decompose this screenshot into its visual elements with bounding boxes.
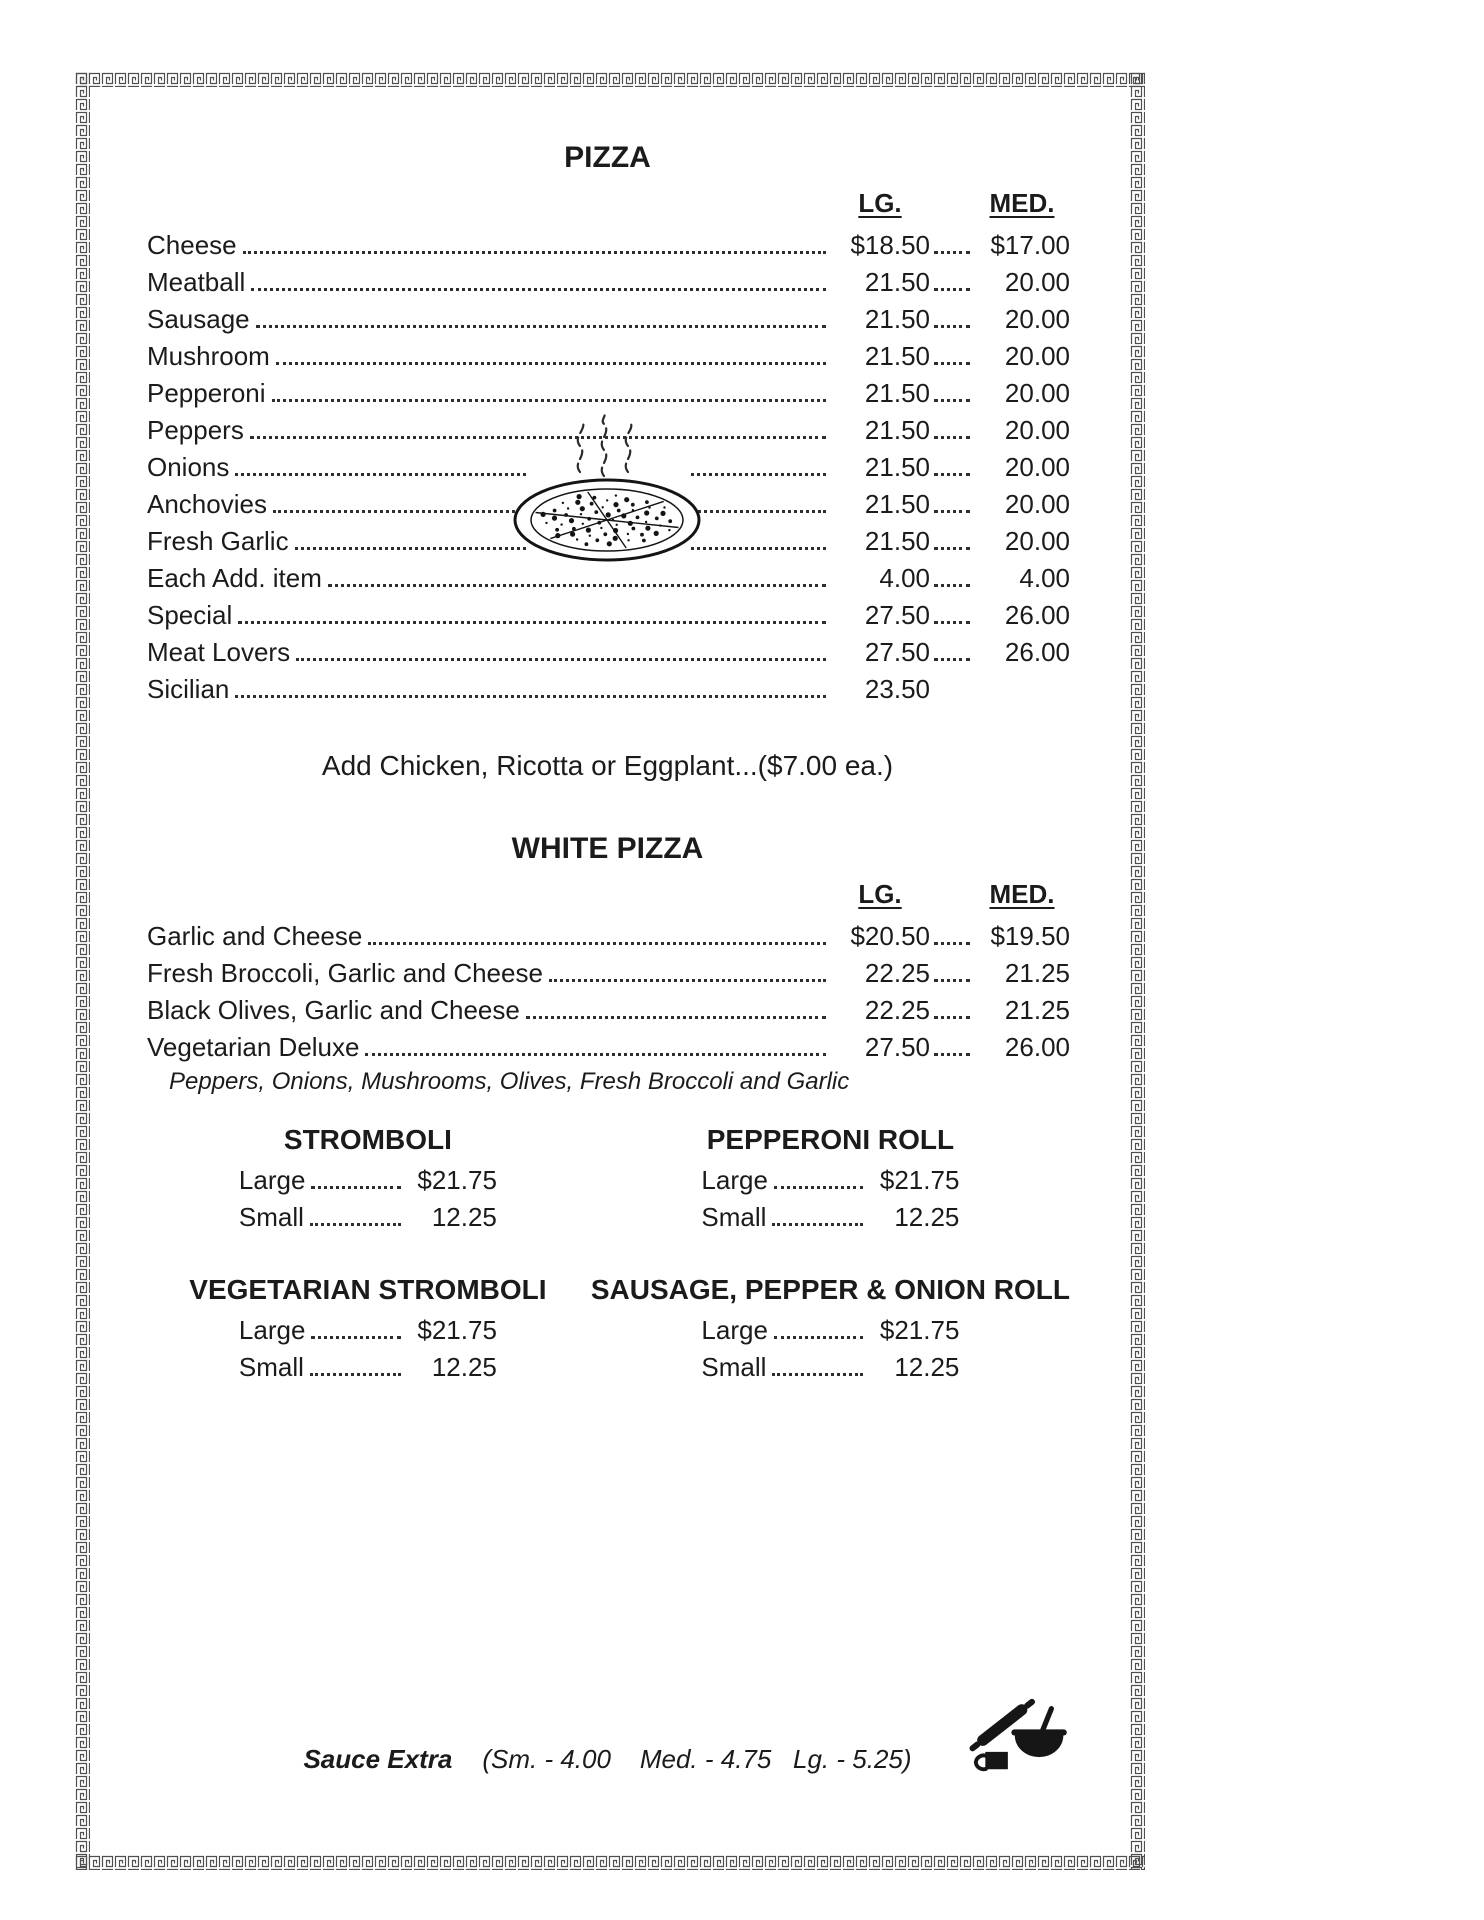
roll-size-list bbox=[239, 1311, 497, 1385]
price-large: 21.50 bbox=[864, 341, 930, 371]
dot-leader bbox=[934, 979, 970, 982]
dot-leader bbox=[934, 584, 970, 587]
dot-leader bbox=[549, 979, 826, 982]
roll-size-row-large bbox=[701, 1311, 959, 1348]
dot-leader bbox=[235, 695, 826, 698]
dot-leader bbox=[238, 621, 826, 624]
size-price: 12.25 bbox=[894, 1352, 960, 1382]
item-name: Each Add. item bbox=[147, 563, 322, 593]
price-large: 23.50 bbox=[864, 674, 930, 704]
dot-leader bbox=[368, 942, 826, 945]
item-name: Fresh Broccoli, Garlic and Cheese bbox=[147, 958, 543, 988]
roll-section-title: STROMBOLI bbox=[283, 1124, 452, 1155]
price-large: 21.50 bbox=[864, 415, 930, 445]
roll-size-row-small bbox=[701, 1198, 959, 1235]
roll-section bbox=[145, 1123, 591, 1235]
dot-leader bbox=[256, 325, 826, 328]
size-label: Large bbox=[238, 1315, 306, 1345]
dot-leader bbox=[934, 658, 970, 661]
size-label: Large bbox=[701, 1165, 768, 1195]
roll-size-list bbox=[239, 1161, 497, 1235]
size-label: Small bbox=[701, 1202, 767, 1232]
dot-leader bbox=[934, 621, 970, 624]
item-name: Sicilian bbox=[147, 674, 230, 704]
roll-section bbox=[145, 1273, 591, 1385]
size-price: 12.25 bbox=[431, 1202, 497, 1232]
price-medium: $19.50 bbox=[990, 921, 1070, 951]
price-medium: 21.25 bbox=[1004, 995, 1070, 1025]
item-name: Garlic and Cheese bbox=[147, 921, 363, 951]
border-left-strip bbox=[75, 72, 90, 1870]
price-medium: 26.00 bbox=[1004, 1032, 1070, 1062]
measuring-cup-icon bbox=[976, 1752, 1008, 1769]
dot-leader bbox=[934, 473, 970, 476]
vegetarian-deluxe-note: Peppers, Onions, Mushrooms, Olives, Fresh Broccoli and Garlic bbox=[169, 1068, 850, 1095]
menu-item-row bbox=[145, 596, 1070, 633]
size-price: $21.75 bbox=[417, 1315, 497, 1345]
sauce-extra-label: Sauce Extra bbox=[303, 1744, 453, 1774]
dot-leader bbox=[772, 1373, 863, 1376]
sauce-extra-prices: (Sm. - 4.00 Med. - 4.75 Lg. - 5.25) bbox=[482, 1744, 912, 1774]
price-large: 21.50 bbox=[864, 378, 930, 408]
item-name: Onions bbox=[147, 452, 230, 482]
roll-section-title: VEGETARIAN STROMBOLI bbox=[189, 1274, 547, 1305]
dot-leader bbox=[296, 658, 826, 661]
dot-leader bbox=[934, 251, 970, 254]
price-medium: 20.00 bbox=[1004, 526, 1070, 556]
roll-size-row-large bbox=[239, 1161, 497, 1198]
item-name: Black Olives, Garlic and Cheese bbox=[147, 995, 520, 1025]
menu-item-row bbox=[145, 337, 1070, 374]
dot-leader bbox=[311, 1186, 401, 1189]
menu-item-row bbox=[145, 670, 1070, 707]
size-price: 12.25 bbox=[431, 1352, 497, 1382]
size-label: Large bbox=[701, 1315, 768, 1345]
menu-item-row bbox=[145, 374, 1070, 411]
item-name: Anchovies bbox=[147, 489, 267, 519]
dot-leader bbox=[243, 251, 826, 254]
price-large: $20.50 bbox=[850, 921, 930, 951]
price-medium: 20.00 bbox=[1004, 452, 1070, 482]
dot-leader bbox=[934, 288, 970, 291]
menu-content bbox=[145, 140, 1070, 1385]
dot-leader bbox=[774, 1336, 864, 1339]
dot-leader bbox=[526, 1016, 826, 1019]
border-bottom-strip bbox=[75, 1855, 1145, 1870]
roll-size-row-small bbox=[239, 1198, 497, 1235]
white-pizza-section-title: WHITE PIZZA bbox=[511, 832, 704, 865]
menu-item-row bbox=[145, 917, 1070, 954]
add-ons-note: Add Chicken, Ricotta or Eggplant...($7.00 ea.) bbox=[321, 750, 894, 781]
dot-leader bbox=[934, 510, 970, 513]
item-name: Sausage bbox=[147, 304, 250, 334]
price-large: 4.00 bbox=[879, 563, 930, 593]
border-top-strip bbox=[75, 72, 1145, 87]
column-header-med: MED. bbox=[989, 879, 1055, 909]
stromboli-and-rolls-grid bbox=[145, 1123, 1070, 1385]
roll-size-row-large bbox=[239, 1311, 497, 1348]
price-medium: $17.00 bbox=[990, 230, 1070, 260]
price-large: 21.50 bbox=[864, 526, 930, 556]
size-label: Large bbox=[238, 1165, 306, 1195]
item-name: Cheese bbox=[147, 230, 237, 260]
item-name: Mushroom bbox=[147, 341, 270, 371]
price-medium: 4.00 bbox=[1019, 563, 1070, 593]
item-name: Special bbox=[147, 600, 233, 630]
dot-leader bbox=[251, 288, 826, 291]
size-label: Small bbox=[238, 1202, 304, 1232]
roll-section bbox=[591, 1123, 1070, 1235]
price-large: 27.50 bbox=[864, 637, 930, 667]
size-label: Small bbox=[238, 1352, 304, 1382]
dot-leader bbox=[774, 1186, 864, 1189]
roll-section-title: SAUSAGE, PEPPER & ONION ROLL bbox=[590, 1274, 1070, 1305]
price-medium: 20.00 bbox=[1004, 415, 1070, 445]
roll-size-row-large bbox=[701, 1161, 959, 1198]
column-header-lg: LG. bbox=[858, 188, 902, 218]
dot-leader bbox=[311, 1336, 401, 1339]
pizza-illustration bbox=[500, 410, 715, 565]
menu-item-row bbox=[145, 263, 1070, 300]
menu-item-row bbox=[145, 633, 1070, 670]
dot-leader bbox=[772, 1223, 863, 1226]
white-pizza-column-headers bbox=[145, 879, 1070, 911]
sauce-extra-line bbox=[145, 1742, 1070, 1776]
price-medium: 20.00 bbox=[1004, 267, 1070, 297]
pizza-section-title: PIZZA bbox=[564, 141, 651, 174]
price-medium: 20.00 bbox=[1004, 489, 1070, 519]
price-large: 27.50 bbox=[864, 600, 930, 630]
border-right-strip bbox=[1130, 72, 1145, 1870]
roll-size-list bbox=[701, 1161, 959, 1235]
dot-leader bbox=[272, 399, 826, 402]
dot-leader bbox=[934, 325, 970, 328]
dot-leader bbox=[934, 436, 970, 439]
price-medium: 20.00 bbox=[1004, 378, 1070, 408]
item-name: Pepperoni bbox=[147, 378, 266, 408]
pizza-column-headers bbox=[145, 188, 1070, 220]
roll-section bbox=[591, 1273, 1070, 1385]
menu-item-row bbox=[145, 954, 1070, 991]
dot-leader bbox=[934, 399, 970, 402]
roll-size-row-small bbox=[701, 1348, 959, 1385]
roll-size-row-small bbox=[239, 1348, 497, 1385]
white-pizza-item-list bbox=[145, 917, 1070, 1065]
size-price: $21.75 bbox=[417, 1165, 497, 1195]
dot-leader bbox=[310, 1223, 401, 1226]
menu-item-row bbox=[145, 991, 1070, 1028]
column-header-lg: LG. bbox=[858, 879, 902, 909]
price-large: 21.50 bbox=[864, 452, 930, 482]
price-large: 21.50 bbox=[864, 489, 930, 519]
item-name: Fresh Garlic bbox=[147, 526, 289, 556]
item-name: Meat Lovers bbox=[147, 637, 291, 667]
dot-leader bbox=[276, 362, 826, 365]
size-price: 12.25 bbox=[894, 1202, 960, 1232]
column-header-med: MED. bbox=[989, 188, 1055, 218]
size-price: $21.75 bbox=[879, 1165, 960, 1195]
price-large: 21.50 bbox=[864, 304, 930, 334]
price-medium: 26.00 bbox=[1004, 637, 1070, 667]
price-large: 21.50 bbox=[864, 267, 930, 297]
roll-size-list bbox=[701, 1311, 959, 1385]
price-large: 27.50 bbox=[864, 1032, 930, 1062]
dot-leader bbox=[934, 1016, 970, 1019]
baking-tools-icon bbox=[968, 1680, 1072, 1784]
dot-leader bbox=[934, 1053, 970, 1056]
dot-leader bbox=[934, 942, 970, 945]
size-price: $21.75 bbox=[879, 1315, 960, 1345]
price-medium: 21.25 bbox=[1004, 958, 1070, 988]
price-large: 22.25 bbox=[864, 995, 930, 1025]
dot-leader bbox=[934, 547, 970, 550]
menu-item-row bbox=[145, 226, 1070, 263]
menu-item-row bbox=[145, 1028, 1070, 1065]
price-medium: 20.00 bbox=[1004, 304, 1070, 334]
roll-section-title: PEPPERONI ROLL bbox=[706, 1124, 955, 1155]
price-medium: 26.00 bbox=[1004, 600, 1070, 630]
item-name: Peppers bbox=[147, 415, 244, 445]
item-name: Vegetarian Deluxe bbox=[147, 1032, 360, 1062]
size-label: Small bbox=[701, 1352, 767, 1382]
dot-leader bbox=[365, 1053, 826, 1056]
dot-leader bbox=[310, 1373, 401, 1376]
price-large: $18.50 bbox=[850, 230, 930, 260]
item-name: Meatball bbox=[147, 267, 246, 297]
price-large: 22.25 bbox=[864, 958, 930, 988]
menu-item-row bbox=[145, 300, 1070, 337]
dot-leader bbox=[328, 584, 826, 587]
dot-leader bbox=[934, 362, 970, 365]
price-medium: 20.00 bbox=[1004, 341, 1070, 371]
